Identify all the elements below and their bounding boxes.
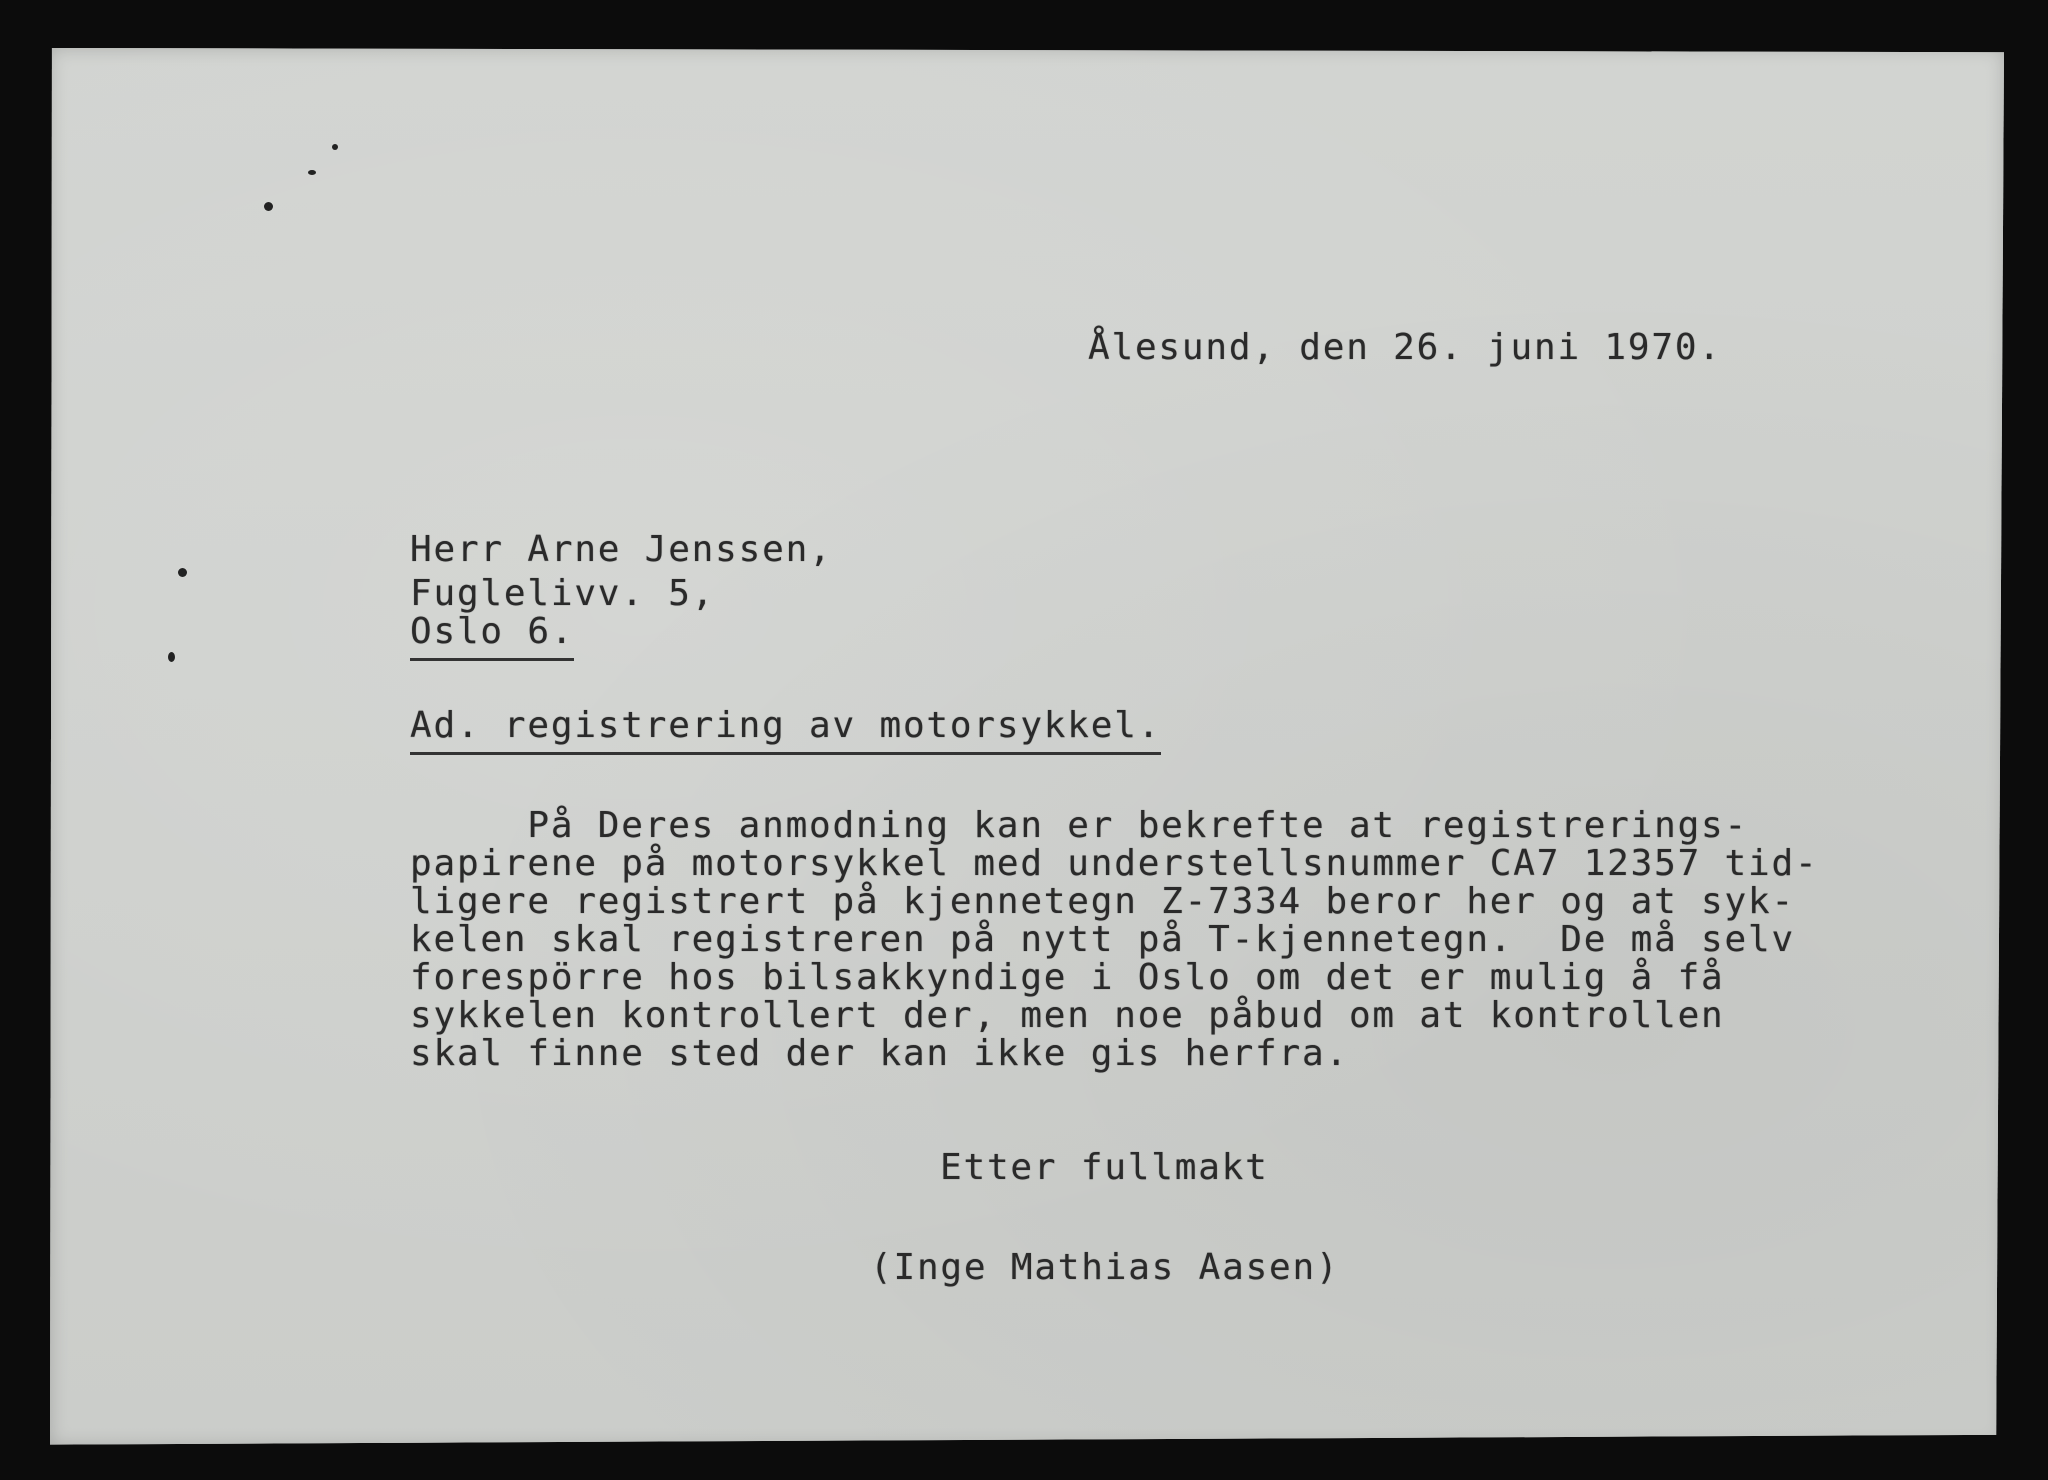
recipient-city: [410, 611, 575, 652]
body-line: ligere registrert på kjennetegn Z-7334 beror her og at syk-: [410, 881, 1795, 922]
date-line: Ålesund, den 26. juni 1970.: [1088, 327, 1722, 368]
signer-name: (Inge Mathias Aasen): [870, 1247, 1340, 1288]
body-line: sykkelen kontrollert der, men noe påbud om at kontrollen: [410, 995, 1725, 1036]
speck-mark: [168, 652, 175, 662]
subject-line: [410, 705, 1162, 746]
closing-phrase: Etter fullmakt: [940, 1147, 1269, 1188]
body-line: papirene på motorsykkel med understellsnummer CA7 12357 tid-: [410, 843, 1819, 884]
body-line: skal finne sted der kan ikke gis herfra.: [410, 1033, 1349, 1074]
speck-mark: [178, 568, 187, 577]
body-line: På Deres anmodning kan er bekrefte at registrerings-: [410, 805, 1749, 846]
recipient-street: Fuglelivv. 5,: [410, 573, 716, 614]
body-line: kelen skal registreren på nytt på T-kjennetegn. De må selv: [410, 919, 1795, 960]
recipient-city-text: Oslo 6.: [410, 611, 574, 661]
recipient-name: Herr Arne Jenssen,: [410, 529, 833, 570]
speck-mark: [332, 144, 338, 150]
speck-mark: [264, 202, 273, 211]
body-line: forespörre hos bilsakkyndige i Oslo om det er mulig å få: [410, 957, 1725, 998]
speck-mark: [308, 170, 316, 175]
subject-text: Ad. registrering av motorsykkel.: [410, 705, 1161, 755]
